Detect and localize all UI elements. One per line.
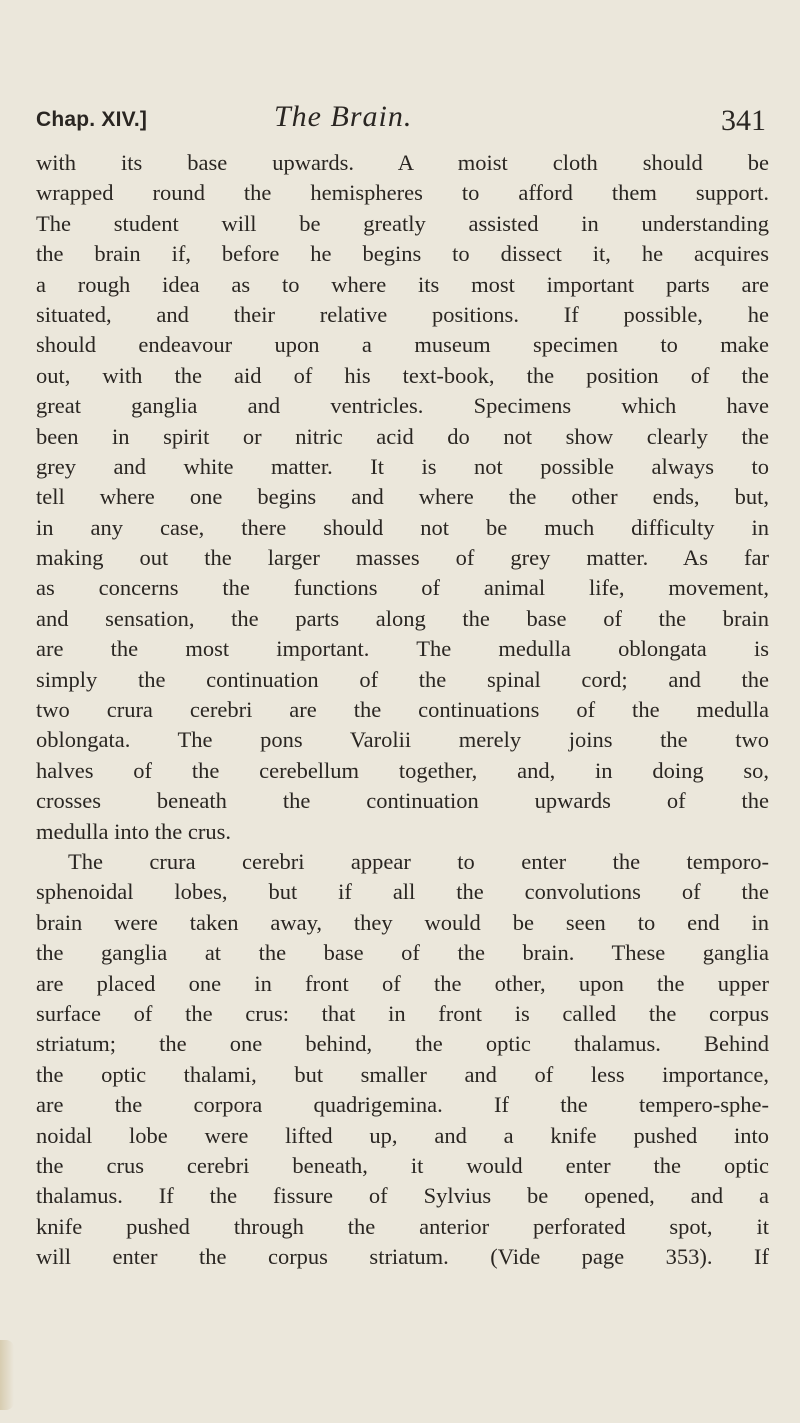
text-line: crosses beneath the continuation upwards of the	[36, 788, 769, 814]
text-line: knife pushed through the anterior perforated spot, it	[36, 1213, 769, 1239]
body-text	[36, 148, 769, 1272]
text-line: thalamus. If the fissure of Sylvius be opened, and a	[36, 1183, 769, 1209]
text-line: will enter the corpus striatum. (Vide page 353). If	[36, 1244, 769, 1270]
text-line: the crus cerebri beneath, it would enter the optic	[36, 1152, 769, 1178]
text-line: are the most important. The medulla oblongata is	[36, 636, 769, 662]
text-line: out, with the aid of his text-book, the position of the	[36, 362, 769, 388]
text-line: should endeavour upon a museum specimen to make	[36, 332, 769, 358]
running-head	[36, 100, 768, 140]
text-line: The student will be greatly assisted in understanding	[36, 210, 769, 236]
text-line: medulla into the crus.	[36, 818, 231, 844]
text-line: surface of the crus: that in front is called the corpus	[36, 1000, 769, 1026]
text-line: the ganglia at the base of the brain. These ganglia	[36, 940, 769, 966]
text-line: a rough idea as to where its most important parts are	[36, 271, 769, 297]
text-line: grey and white matter. It is not possible always to	[36, 453, 769, 479]
text-line: making out the larger masses of grey matter. As far	[36, 545, 769, 571]
text-line: are placed one in front of the other, upon the upper	[36, 970, 769, 996]
page-stain	[0, 1340, 14, 1410]
text-line: with its base upwards. A moist cloth should be	[36, 150, 769, 175]
text-line: been in spirit or nitric acid do not show clearly the	[36, 423, 769, 449]
text-line: halves of the cerebellum together, and, in doing so,	[36, 757, 769, 783]
text-line: as concerns the functions of animal life, movement,	[36, 575, 769, 601]
text-line: are the corpora quadrigemina. If the tempero-sphe-	[36, 1092, 769, 1118]
text-line: the brain if, before he begins to dissect it, he acquires	[36, 241, 769, 267]
text-line: The crura cerebri appear to enter the temporo-	[68, 848, 769, 874]
text-line: sphenoidal lobes, but if all the convolutions of the	[36, 879, 769, 905]
text-line: oblongata. The pons Varolii merely joins the two	[36, 727, 769, 753]
text-line: situated, and their relative positions. If possible, he	[36, 301, 769, 327]
text-line: brain were taken away, they would be seen to end in	[36, 909, 769, 935]
text-line: the optic thalami, but smaller and of less importance,	[36, 1061, 769, 1087]
page-number: 341	[721, 104, 766, 137]
chapter-label: Chap. XIV.]	[36, 108, 148, 131]
text-line: two crura cerebri are the continuations of the medulla	[36, 697, 769, 723]
text-line: and sensation, the parts along the base of the brain	[36, 605, 769, 631]
text-line: striatum; the one behind, the optic thalamus. Behind	[36, 1031, 769, 1057]
text-line: in any case, there should not be much difficulty in	[36, 514, 769, 540]
text-line: tell where one begins and where the other ends, but,	[36, 484, 769, 510]
text-line: wrapped round the hemispheres to afford them support.	[36, 180, 769, 206]
text-line: simply the continuation of the spinal cord; and the	[36, 666, 769, 692]
text-line: great ganglia and ventricles. Specimens which have	[36, 393, 769, 419]
text-line: noidal lobe were lifted up, and a knife pushed into	[36, 1122, 769, 1148]
page-title: The Brain.	[274, 100, 413, 133]
